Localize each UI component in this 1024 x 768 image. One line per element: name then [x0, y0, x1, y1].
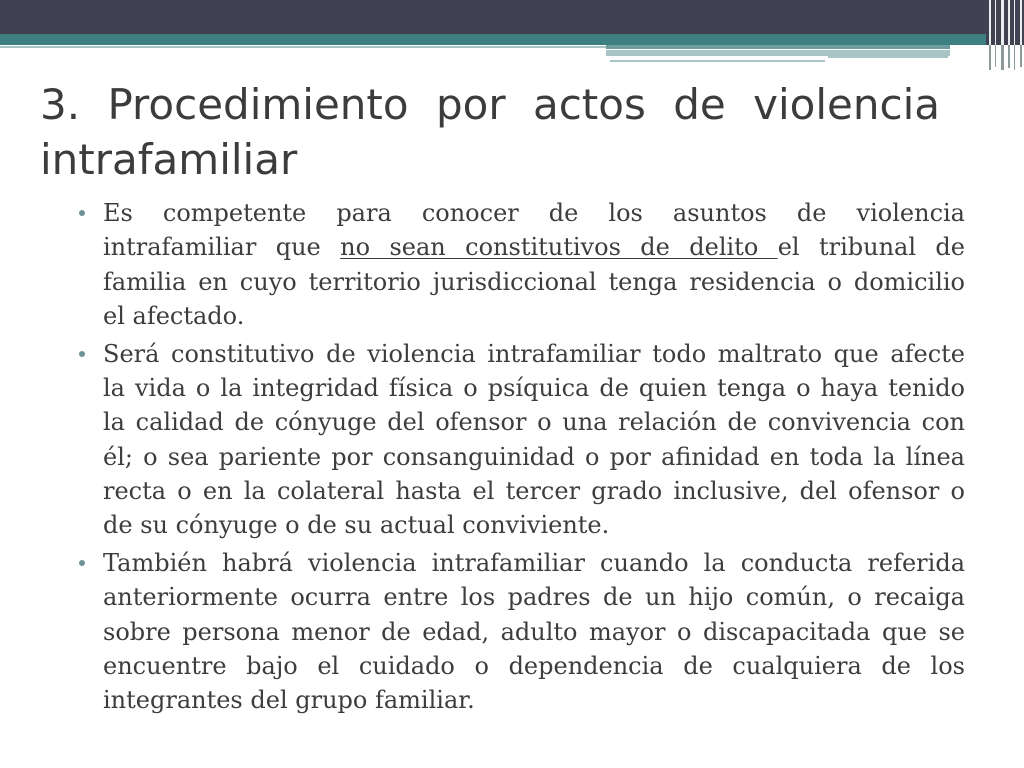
bullet-line: recta o en la colateral hasta el tercer grado inclusive, del ofensor o: [103, 476, 965, 505]
bullet-icon: [79, 560, 85, 566]
bullet-icon: [79, 351, 85, 357]
bullet-line: él; o sea pariente por consanguinidad o por afinidad en toda la línea: [103, 442, 965, 471]
bullet-line: integrantes del grupo familiar.: [103, 686, 475, 715]
bullet-line: familia en cuyo territorio jurisdiccional tenga residencia o domicilio: [103, 267, 965, 296]
header-accent-line-left: [610, 60, 825, 62]
header-accent-bar: [606, 45, 950, 49]
bullet-line: Será constitutivo de violencia intrafamiliar todo maltrato que afecte: [103, 339, 965, 368]
bullet-line: anteriormente ocurra entre los padres de un hijo común, o recaiga: [103, 583, 965, 612]
header-thin-line: [0, 46, 606, 48]
bullet-item: [103, 337, 965, 543]
header-accent-line-right: [828, 56, 948, 58]
bullet-line: la calidad de cónyuge del ofensor o una relación de convivencia con: [103, 408, 965, 437]
bullet-line: el afectado.: [103, 301, 245, 330]
bullet-line: encuentre bajo el cuidado o dependencia de cualquiera de los: [103, 651, 965, 680]
header-accent-bar-light: [606, 50, 950, 56]
underlined-phrase: no sean constitutivos de delito: [340, 233, 778, 262]
text-segment: el tribunal de: [777, 233, 965, 262]
header-dark-band: [0, 0, 1024, 34]
slide-body: [103, 196, 965, 717]
text-segment: intrafamiliar que: [103, 233, 341, 262]
bullet-item: [103, 196, 965, 333]
bullet-line: de su cónyuge o de su actual conviviente.: [103, 511, 610, 540]
header-teal-band: [0, 34, 986, 45]
bullet-line: sobre persona menor de edad, adulto mayor o discapacitada que se: [103, 617, 965, 646]
bullet-line: También habrá violencia intrafamiliar cuando la conducta referida: [103, 548, 965, 577]
header-decoration: [0, 0, 1024, 72]
bullet-line: la vida o la integridad física o psíquica de quien tenga o haya tenido: [103, 373, 965, 402]
slide-title: 3. Procedimiento por actos de violencia intrafamiliar: [40, 80, 940, 184]
bullet-line: [103, 230, 965, 264]
bullet-icon: [79, 210, 85, 216]
header-dark-corner: [986, 34, 1024, 45]
bullet-line: Es competente para conocer de los asuntos de violencia: [103, 199, 965, 227]
bullet-item: [103, 546, 965, 717]
